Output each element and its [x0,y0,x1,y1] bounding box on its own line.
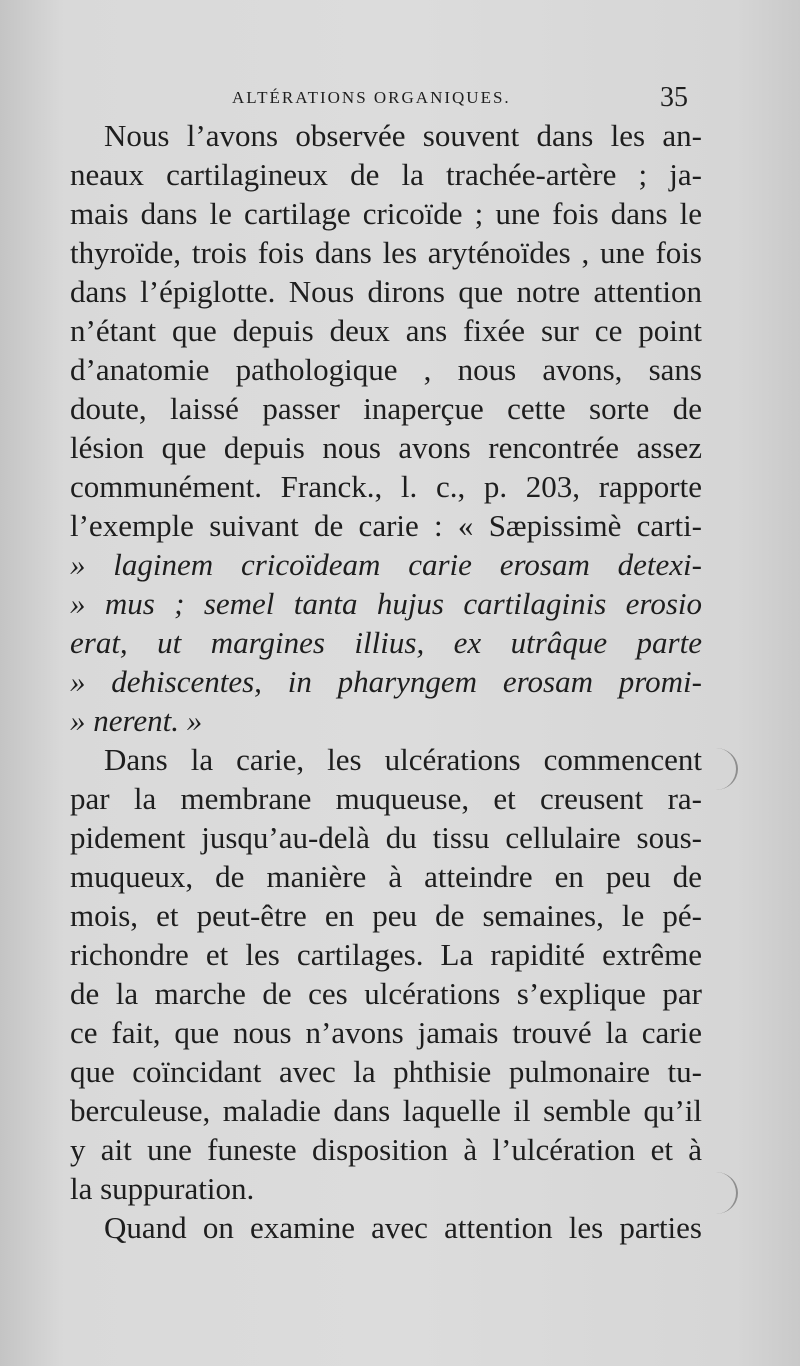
quotation-line: » laginem cricoïdeam carie erosam detexi- [70,547,702,582]
text-line: n’étant que depuis deux ans fixée sur ce point [70,313,702,348]
page-number: 35 [660,82,688,113]
text-line: mais dans le cartilage cricoïde ; une fois dans le [70,196,702,231]
text-line: d’anatomie pathologique , nous avons, sans [70,352,702,387]
text-line: Quand on examine avec attention les parties [104,1210,702,1245]
text-line: la suppuration. [70,1171,255,1206]
text-line: pidement jusqu’au-delà du tissu cellulaire sous- [70,820,702,855]
text-line: muqueux, de manière à atteindre en peu de [70,859,702,894]
text-line: Nous l’avons observée souvent dans les an- [104,118,702,153]
text-line: dans l’épiglotte. Nous dirons que notre attention [70,274,702,309]
text-line: thyroïde, trois fois dans les aryténoïdes , une fois [70,235,702,270]
text-line: lésion que depuis nous avons rencontrée assez [70,430,702,465]
text-line: ce fait, que nous n’avons jamais trouvé la carie [70,1015,702,1050]
bracket-mark [694,748,738,790]
text-line: communément. Franck., l. c., p. 203, rapporte [70,469,702,504]
text-line: Dans la carie, les ulcérations commencent [104,742,702,777]
text-line: richondre et les cartilages. La rapidité extrême [70,937,702,972]
body-text [70,116,702,1247]
quotation-line: erat, ut margines illius, ex utrâque parte [70,625,702,660]
bracket-mark [694,1172,738,1214]
quotation-line: » dehiscentes, in pharyngem erosam promi- [70,664,702,699]
quotation-line: » mus ; semel tanta hujus cartilaginis erosio [70,586,702,621]
text-line: neaux cartilagineux de la trachée-artère ; ja- [70,157,702,192]
running-header [0,84,800,114]
text-line: par la membrane muqueuse, et creusent ra- [70,781,702,816]
text-line: berculeuse, maladie dans laquelle il semble qu’il [70,1093,702,1128]
running-title: ALTÉRATIONS ORGANIQUES. [232,88,511,107]
text-line: doute, laissé passer inaperçue cette sorte de [70,391,702,426]
text-line: de la marche de ces ulcérations s’explique par [70,976,702,1011]
quotation-line: » nerent. » [70,703,203,738]
text-line: mois, et peut-être en peu de semaines, le pé- [70,898,702,933]
text-line: l’exemple suivant de carie : « Sæpissimè carti- [70,508,702,543]
text-line: que coïncidant avec la phthisie pulmonaire tu- [70,1054,702,1089]
text-line: y ait une funeste disposition à l’ulcération et à [70,1132,702,1167]
